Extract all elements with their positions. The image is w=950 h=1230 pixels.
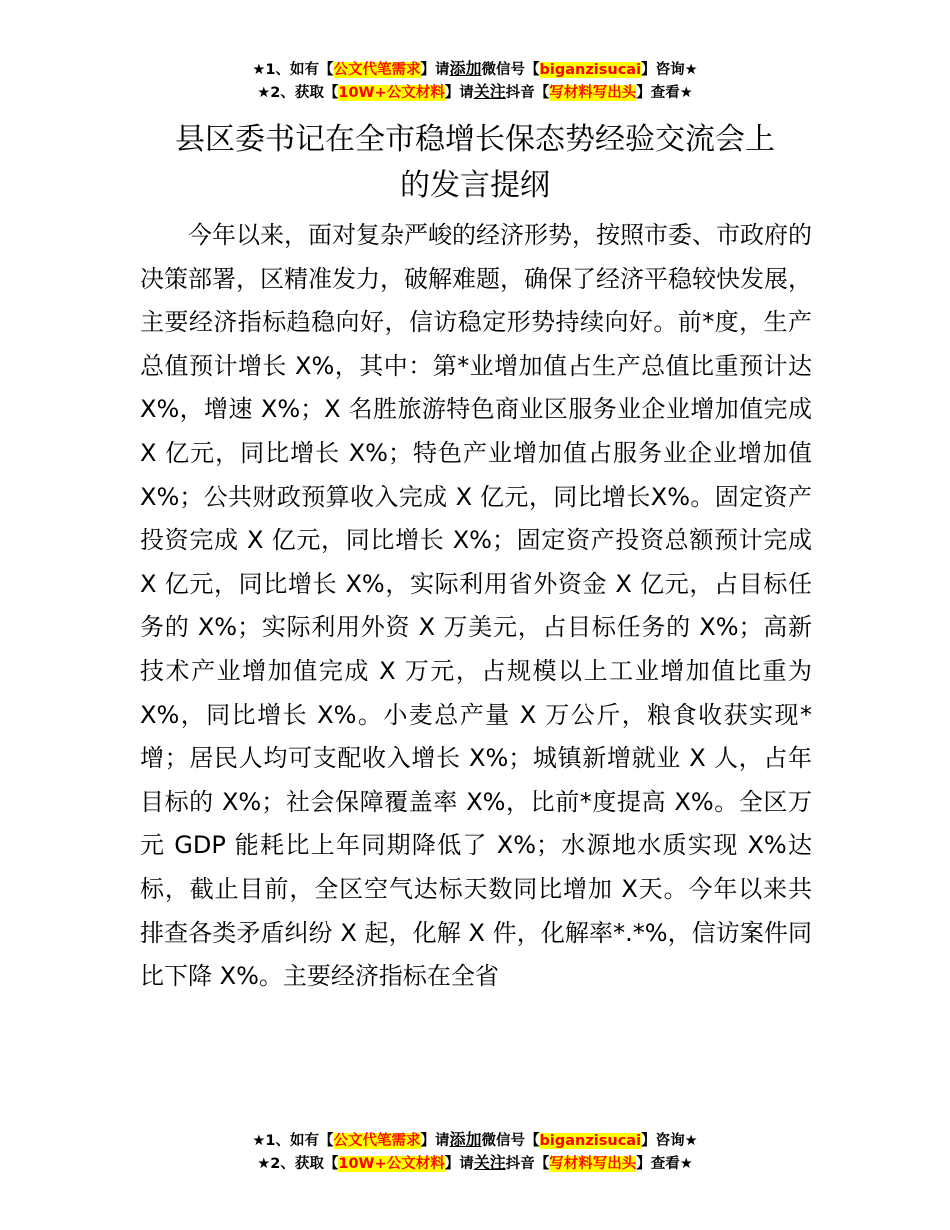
banner-text: 微信号【 [481,62,540,78]
banner-underline: 添加 [449,1130,482,1149]
banner-text: ★1、如有【 [252,1133,334,1149]
banner-line-1 [0,1129,950,1152]
banner-text: 抖音【 [505,85,550,101]
title-line-2: 的发言提纲 [400,168,550,203]
banner-text: 】查看★ [636,1156,693,1172]
banner-highlight: 写材料写出头 [549,85,637,101]
banner-highlight: 写材料写出头 [549,1156,637,1172]
banner-highlight: 10W+公文材料 [338,85,445,101]
footer-banner [0,1129,950,1175]
banner-text: 】查看★ [636,85,693,101]
banner-text: 】咨询★ [641,1133,698,1149]
banner-text: 】请 [444,1156,474,1172]
banner-text: 】请 [420,62,450,78]
document-title [60,117,890,209]
title-line-1: 县区委书记在全市稳增长保态势经验交流会上 [175,122,775,157]
banner-highlight: 公文代笔需求 [333,62,421,78]
banner-underline: 添加 [449,59,482,78]
banner-highlight: biganzisucai [539,62,642,78]
banner-underline: 关注 [473,82,506,101]
banner-text: 】请 [420,1133,450,1149]
banner-text: ★2、获取【 [257,1156,339,1172]
banner-text: 】咨询★ [641,62,698,78]
header-banner [0,58,950,104]
banner-line-1 [0,58,950,81]
banner-text: 抖音【 [505,1156,550,1172]
banner-line-2 [0,81,950,104]
body-paragraph: 今年以来，面对复杂严峻的经济形势，按照市委、市政府的决策部署，区精准发力，破解难题，确保了经济平稳较快发展，主要经济指标趋稳向好，信访稳定形势持续向好。前*度，生产总值预计增长 X%，其中：第*业增加值占生产总值比重预计达 X%，增速 X%；X 名胜旅游特色商业区服务业企业增加值完成 X 亿元，同比增长 X%；特色产业增加值占服务业企业增加值 X%；公共财政预算收入完成 X 亿元，同比增长X%。固定资产投资完成 X 亿元，同比增长 X%；固定资产投资总额预计完成 X 亿元，同比增长 X%，实际利用省外资金 X 亿元，占目标任务的 X%；实际利用外资 X 万美元，占目标任务的 X%；高新技术产业增加值完成 X 万元，占规模以上工业增加值比重为 X%，同比增长 X%。小麦总产量 X 万公斤，粮食收获实现*增；居民人均可支配收入增长 X%；城镇新增就业 X 人，占年目标的 X%；社会保障覆盖率 X%，比前*度提高 X%。全区万元 GDP 能耗比上年同期降低了 X%；水源地水质实现 X%达标，截止目前，全区空气达标天数同比增加 X天。今年以来共排查各类矛盾纠纷 X 起，化解 X 件，化解率*.*%，信访案件同比下降 X%。主要经济指标在全省 [140,221,812,991]
banner-highlight: 公文代笔需求 [333,1133,421,1149]
banner-text: 】请 [444,85,474,101]
banner-text: 微信号【 [481,1133,540,1149]
banner-highlight: biganzisucai [539,1133,642,1149]
banner-text: ★1、如有【 [252,62,334,78]
banner-highlight: 10W+公文材料 [338,1156,445,1172]
banner-underline: 关注 [473,1153,506,1172]
banner-line-2 [0,1152,950,1175]
banner-text: ★2、获取【 [257,85,339,101]
